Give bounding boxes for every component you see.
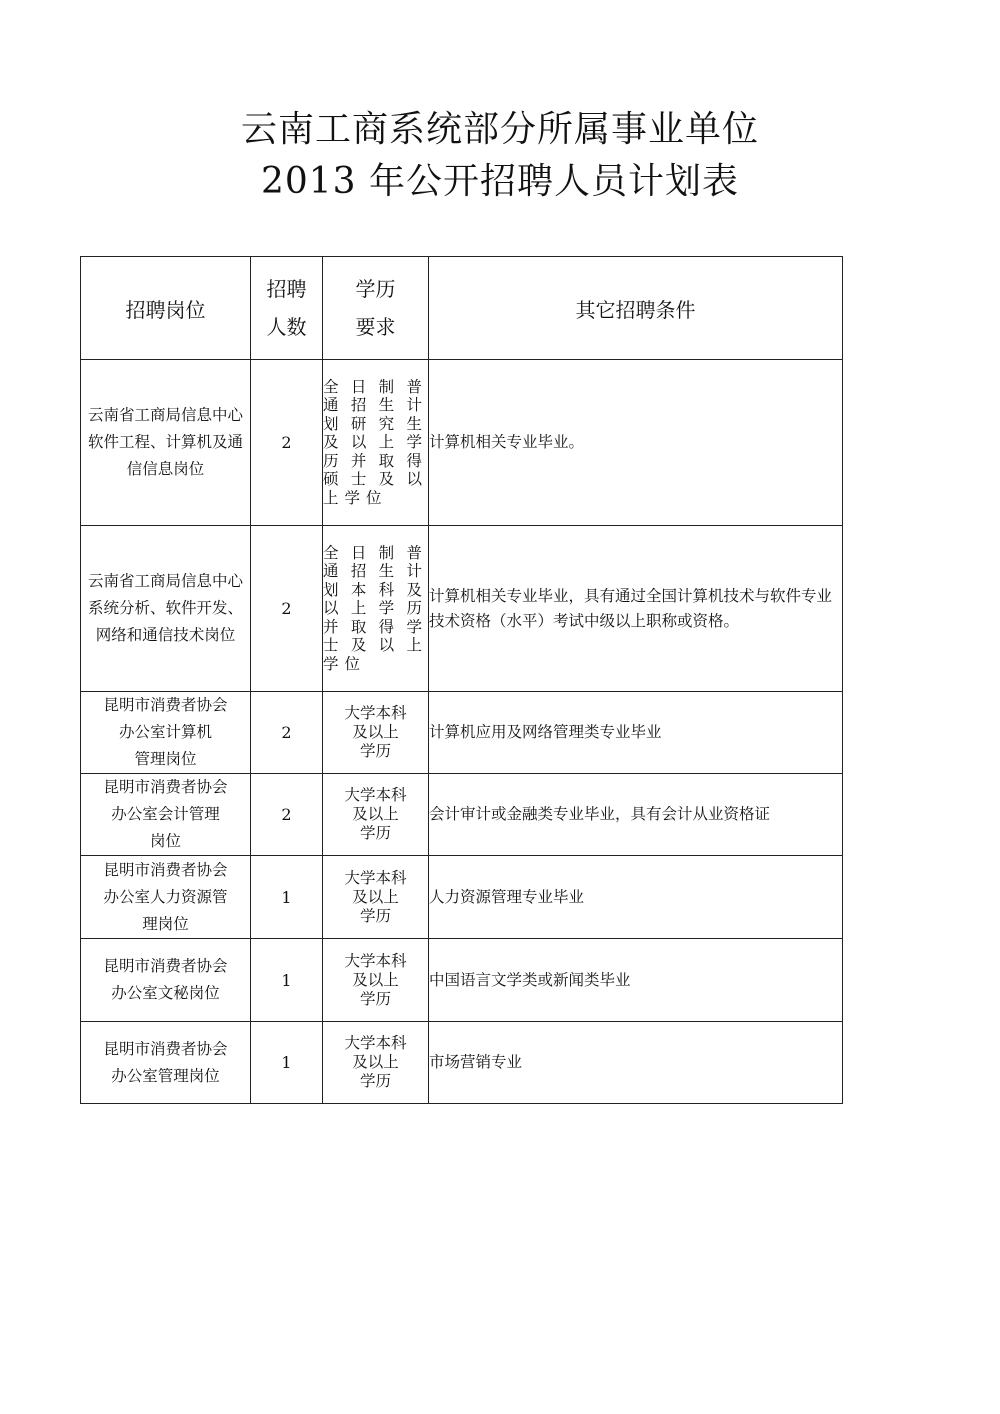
row-education-line1: 大学本科 [344, 786, 407, 804]
row-education-line1: 大学本科 [344, 951, 407, 970]
table-row [81, 939, 843, 1022]
row-position-line2: 办公室管理岗位 [111, 1066, 220, 1085]
row-education: 全日制普通招生计划本科及以上学历并取得学士及以上学位 [323, 526, 429, 692]
row-education [323, 774, 429, 856]
row-education [323, 939, 429, 1022]
row-education: 全日制普通招生计划研究生及以上学历并取得硕士及以上学位 [323, 360, 429, 526]
row-conditions: 市场营销专业 [429, 1022, 843, 1104]
row-position-line1: 昆明市消费者协会 [103, 1039, 228, 1058]
row-education-line2: 及以上 [352, 723, 399, 741]
row-position-line3: 理岗位 [142, 914, 189, 933]
header-count-line2: 人数 [266, 315, 307, 339]
row-count: 2 [251, 526, 323, 692]
row-position-line1: 昆明市消费者协会 [103, 957, 228, 975]
row-education [323, 856, 429, 939]
row-position [81, 1022, 251, 1104]
table-row [81, 856, 843, 939]
header-education-line1: 学历 [355, 277, 396, 301]
row-education-line1: 大学本科 [344, 868, 407, 887]
row-education-line3: 学历 [359, 989, 391, 1008]
table-header-row [81, 257, 843, 360]
header-position: 招聘岗位 [81, 257, 251, 360]
row-position [81, 939, 251, 1022]
row-conditions: 计算机应用及网络管理类专业毕业 [429, 692, 843, 774]
row-position-line2: 办公室会计管理 [111, 805, 220, 823]
table-row [81, 360, 843, 526]
header-conditions: 其它招聘条件 [429, 257, 843, 360]
header-education-line2: 要求 [355, 315, 396, 339]
row-education-line2: 及以上 [352, 887, 399, 906]
row-education-line2: 及以上 [352, 970, 399, 989]
row-count: 2 [251, 360, 323, 526]
row-position-line2: 办公室文秘岗位 [111, 984, 220, 1002]
row-position-line1: 昆明市消费者协会 [103, 860, 228, 879]
row-position [81, 856, 251, 939]
row-education-line3: 学历 [359, 906, 391, 925]
row-position: 云南省工商局信息中心软件工程、计算机及通信信息岗位 [81, 360, 251, 526]
row-position-line2: 办公室计算机 [118, 723, 212, 741]
row-education [323, 1022, 429, 1104]
row-position: 云南省工商局信息中心系统分析、软件开发、网络和通信技术岗位 [81, 526, 251, 692]
row-conditions: 计算机相关专业毕业，具有通过全国计算机技术与软件专业技术资格（水平）考试中级以上职称或资格。 [429, 526, 843, 692]
table-row [81, 526, 843, 692]
row-count: 1 [251, 856, 323, 939]
row-conditions: 人力资源管理专业毕业 [429, 856, 843, 939]
header-education [323, 257, 429, 360]
row-position-line1: 昆明市消费者协会 [103, 696, 228, 714]
row-education-line2: 及以上 [352, 1053, 399, 1071]
row-position [81, 692, 251, 774]
row-conditions: 中国语言文学类或新闻类毕业 [429, 939, 843, 1022]
row-position-line2: 办公室人力资源管 [103, 887, 228, 906]
row-count: 1 [251, 939, 323, 1022]
row-count: 1 [251, 1022, 323, 1104]
table-row [81, 692, 843, 774]
row-education-line3: 学历 [359, 1072, 391, 1090]
table-row [81, 1022, 843, 1104]
row-education-line3: 学历 [359, 742, 391, 760]
recruitment-plan-table [80, 256, 843, 1104]
row-education-line1: 大学本科 [344, 704, 407, 722]
table-row [81, 774, 843, 856]
document-title-line1: 云南工商系统部分所属事业单位 [240, 109, 759, 150]
row-position-line3: 岗位 [149, 832, 181, 850]
row-education [323, 692, 429, 774]
row-conditions: 计算机相关专业毕业。 [429, 360, 843, 526]
row-position [81, 774, 251, 856]
row-count: 2 [251, 692, 323, 774]
row-education-line1: 大学本科 [344, 1034, 407, 1052]
row-position-line1: 昆明市消费者协会 [103, 778, 228, 796]
row-education-line3: 学历 [359, 824, 391, 842]
header-count [251, 257, 323, 360]
header-count-line1: 招聘 [266, 277, 307, 301]
row-education-line2: 及以上 [352, 805, 399, 823]
row-count: 2 [251, 774, 323, 856]
document-title-line2: 2013 年公开招聘人员计划表 [260, 161, 740, 202]
row-conditions: 会计审计或金融类专业毕业，具有会计从业资格证 [429, 774, 843, 856]
row-position-line3: 管理岗位 [134, 750, 197, 768]
